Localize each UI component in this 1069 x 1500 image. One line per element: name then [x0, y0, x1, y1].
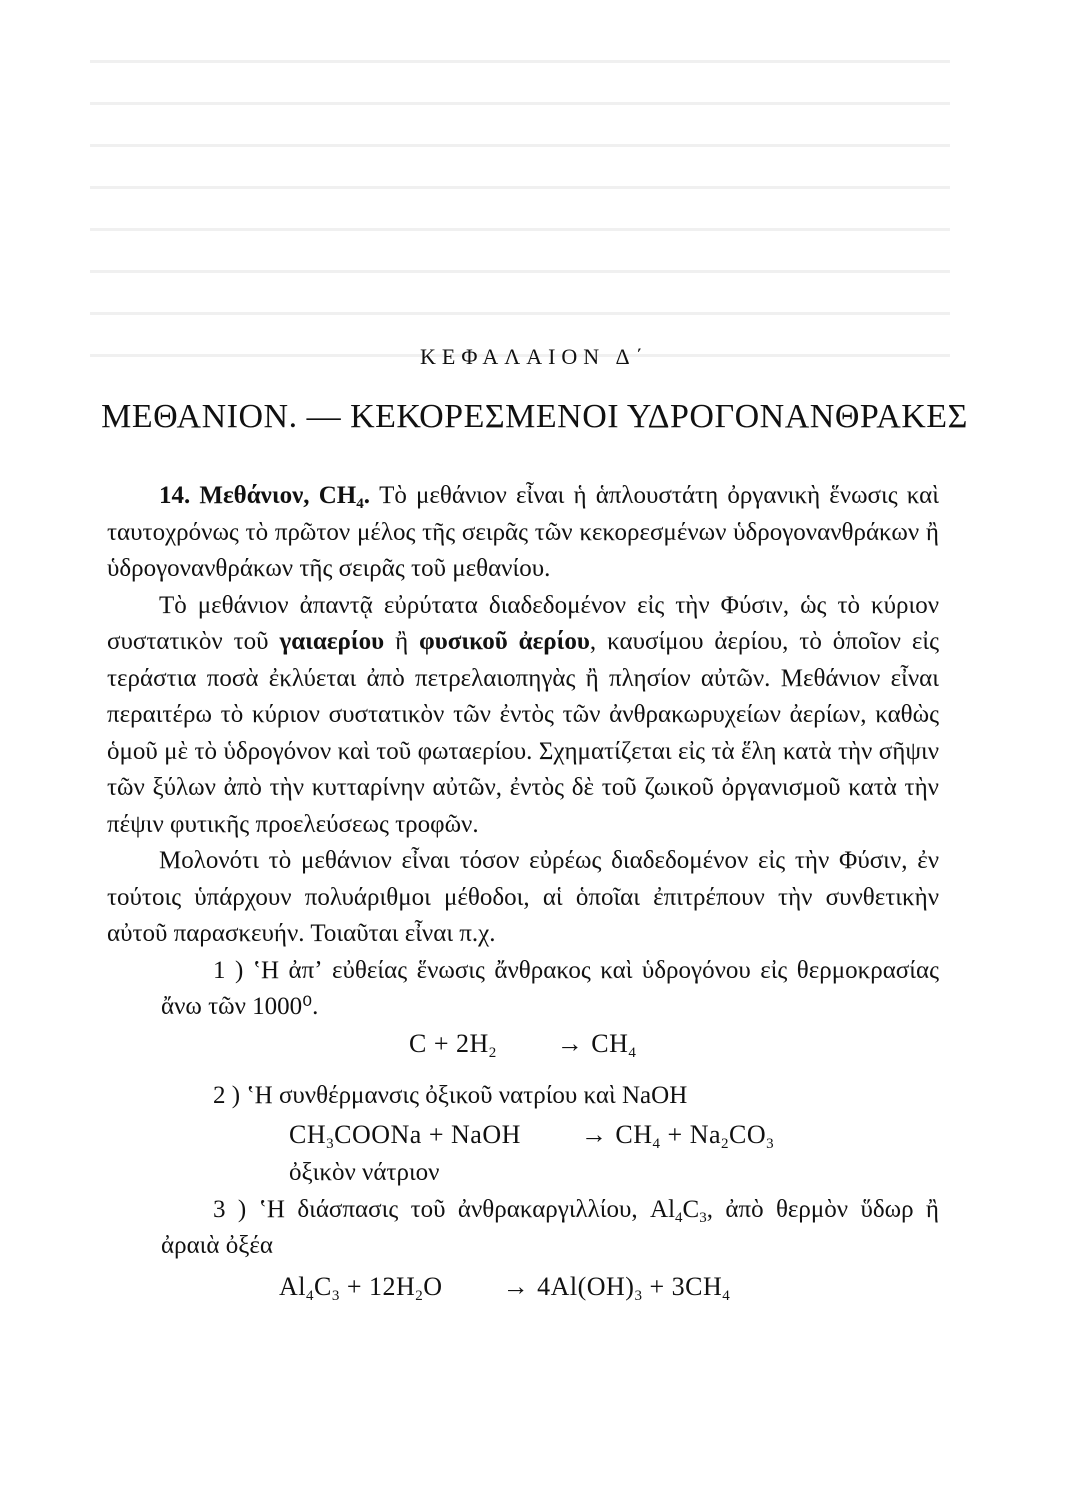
method-3-label: 3 ) ʽΗ διάσπασις τοῦ ἀνθρακαργιλλίου, $Al_4C_3$, ἀπὸ θερμὸν ὕδωρ ἢ ἀραιὰ ὀξέα	[161, 1195, 940, 1259]
arrow-icon: →	[556, 1028, 584, 1058]
body-text	[107, 478, 939, 1305]
show-through-text	[90, 30, 950, 360]
term-fysikou-aeriou: φυσικοῦ ἀερίου	[419, 628, 590, 655]
term-gaiaeriou: γαιαερίου	[279, 628, 385, 655]
section-formula: $CH_4$.	[318, 482, 370, 512]
paragraph-3: Μολονότι τὸ μεθάνιον εἶναι τόσον εὐρέως διαδεδομένον εἰς τὴν Φύσιν, ἐν τούτοις ὑπάρχουν πολυάριθμοι μέθοδοι, αἱ ὁποῖαι ἐπιτρέπουν τὴν συνθετικὴν αὐτοῦ παρασκευήν. Τοιαῦται εἶναι π.χ.	[107, 847, 939, 947]
paragraph-1	[107, 478, 939, 588]
chapter-title: ΜΕΘΑΝΙΟΝ. — ΚΕΚΟΡΕΣΜΕΝΟΙ ΥΔΡΟΓΟΝΑΝΘΡΑΚΕΣ	[101, 398, 968, 435]
section-name: Μεθάνιον,	[199, 482, 310, 509]
section-number: 14.	[159, 482, 191, 509]
equation-2-caption: ὀξικὸν νάτριον	[289, 1159, 440, 1186]
equation-2: $CH_3COONa$ + NaOH → $CH_4 + Na_2CO_3$	[107, 1117, 939, 1154]
paragraph-2: Τὸ μεθάνιον ἀπαντᾷ εὐρύτατα διαδεδομένον εἰς τὴν Φύσιν, ὡς τὸ κύριον συστατικὸν τοῦ γαιαερίου ἢ φυσικοῦ ἀερίου, καυσίμου ἀερίου, τὸ ὁποῖον εἰς τεράστια ποσὰ ἐκλύεται ἀπὸ πετρελαιοπηγὰς ἢ πλησίον αὐτῶν. Μεθάνιον εἶναι περαιτέρω τὸ κύριον συστατικὸν τῶν ἐντὸς τῶν ἀνθρακωρυχείων ἀερίων, καθὼς ὁμοῦ μὲ τὸ ὑδρογόνον καὶ τοῦ φωταερίου. Σχηματίζεται εἰς τὰ ἕλη κατὰ τὴν σῆψιν τῶν ξύλων ἀπὸ τὴν κυτταρίνην αὐτῶν, ἐντὸς δὲ τοῦ ζωικοῦ ὀργανισμοῦ κατὰ τὴν πέψιν φυτικῆς προελεύσεως τροφῶν.	[107, 591, 940, 838]
paragraph-1-text: Τὸ μεθάνιον εἶναι ἡ ἁπλουστάτη ὀργανικὴ ἕνωσις καὶ ταυτοχρόνως τὸ πρῶτον μέλος τῆς σειρᾶς τῶν κεκορεσμένων ὑδρογονανθράκων ἢ ὑδρογονανθράκων τῆς σειρᾶς τοῦ μεθανίου.	[107, 482, 940, 582]
arrow-icon: →	[502, 1271, 530, 1301]
method-2-label: 2 ) ʽΗ συνθέρμανσις ὀξικοῦ νατρίου καὶ NaOH	[213, 1082, 688, 1109]
method-1-label: 1 ) ʽΗ ἀπʼ εὐθείας ἕνωσις ἄνθρακος καὶ ὑδρογόνου εἰς θερμοκρασίας ἄνω τῶν 1000⁰.	[161, 956, 939, 1020]
equation-1: $C + 2H_2 \to CH_4$	[107, 1026, 939, 1063]
chapter-heading: ΚΕΦΑΛΑΙΟΝ Δ΄	[420, 344, 649, 369]
equation-3: $Al_4C_3 + 12H_2O \to 4Al(OH)_3 + 3CH_4$	[107, 1269, 939, 1306]
arrow-icon: →	[580, 1119, 608, 1149]
